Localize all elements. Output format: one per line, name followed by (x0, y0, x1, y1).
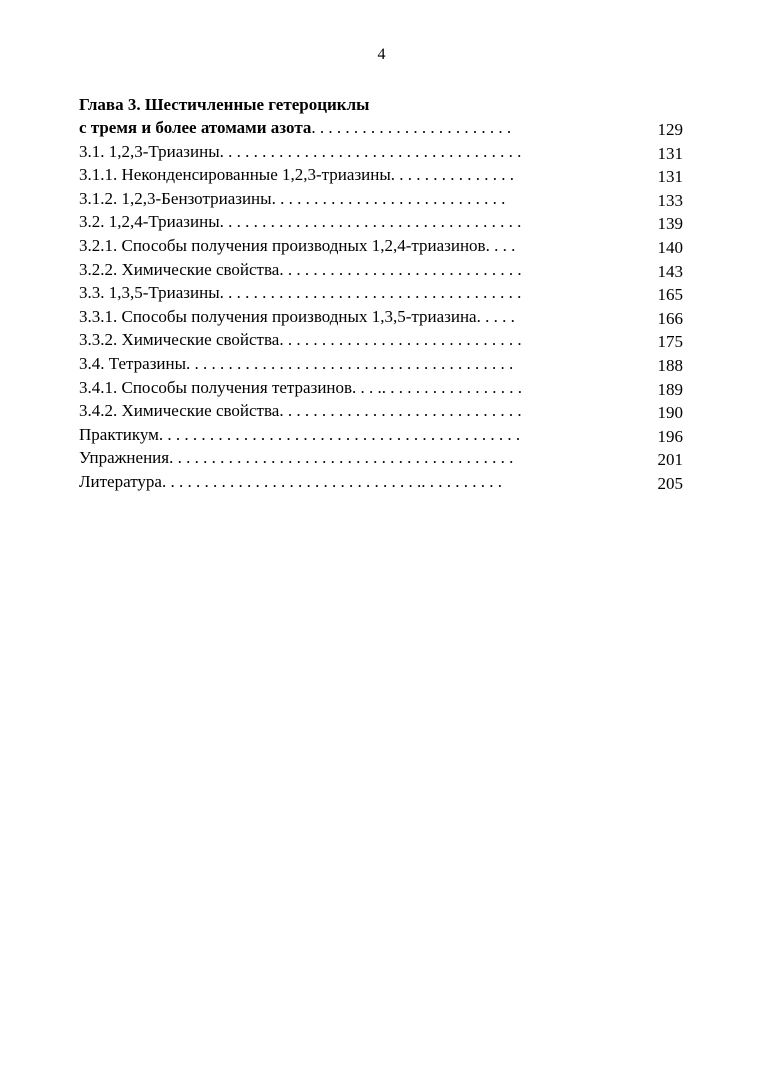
toc-row-chapter[interactable] (79, 116, 683, 140)
toc-entry-text: Упражнения. . . . . . . . . . . . . . . . . . . . . . . . . . . . . . . . . . . . . . . . . (79, 448, 514, 468)
toc-row[interactable] (79, 281, 683, 305)
chapter-heading-continuation: с тремя и более атомами азота (79, 118, 312, 137)
toc-row[interactable] (79, 352, 683, 376)
toc-entry-text: 3.4.1. Способы получения тетразинов. . . .. . . . . . . . . . . . . . . . . (79, 377, 523, 397)
toc-row[interactable] (79, 140, 683, 164)
toc-page-number: 140 (657, 237, 683, 257)
toc-entry-text: 3.4.2. Химические свойства. . . . . . . . . . . . . . . . . . . . . . . . . . . . . (79, 401, 522, 421)
toc-entry-text: Практикум. . . . . . . . . . . . . . . . . . . . . . . . . . . . . . . . . . . . . . . . . . . (79, 424, 521, 444)
toc-page-number: 196 (657, 426, 683, 446)
toc-row[interactable] (79, 446, 683, 470)
toc-page-number: 131 (657, 167, 683, 187)
toc-entry-text: 3.1.2. 1,2,3-Бензотриазины. . . . . . . . . . . . . . . . . . . . . . . . . . . . (79, 188, 506, 208)
toc-row[interactable] (79, 305, 683, 329)
toc-page-number: 190 (657, 403, 683, 423)
toc-page-number: 189 (657, 379, 683, 399)
toc-page-number: 129 (657, 120, 683, 139)
toc-page-number: 165 (657, 285, 683, 305)
toc-row[interactable] (79, 376, 683, 400)
toc-entry-text: 3.3. 1,3,5-Триазины. . . . . . . . . . . . . . . . . . . . . . . . . . . . . . . . . . . . (79, 283, 522, 303)
toc-row[interactable] (79, 470, 683, 494)
toc-row[interactable] (79, 163, 683, 187)
toc-page-number: 175 (657, 332, 683, 352)
chapter-heading: Глава 3. Шестичленные гетероциклы (79, 95, 370, 114)
toc-row[interactable] (79, 187, 683, 211)
toc-row[interactable] (79, 210, 683, 234)
toc-entry-text: 3.3.2. Химические свойства. . . . . . . . . . . . . . . . . . . . . . . . . . . . . (79, 330, 522, 350)
toc-page-number: 166 (657, 308, 683, 328)
toc-page-number: 131 (657, 143, 683, 163)
toc-row[interactable] (79, 423, 683, 447)
toc-page-number: 188 (657, 355, 683, 375)
leader-dots: . . . . . . . . . . . . . . . . . . . . . . . . (311, 118, 512, 137)
toc-entry-text: 3.4. Тетразины. . . . . . . . . . . . . . . . . . . . . . . . . . . . . . . . . . . . . . . (79, 353, 514, 373)
toc-entry-text: 3.2.2. Химические свойства. . . . . . . . . . . . . . . . . . . . . . . . . . . . . (79, 259, 522, 279)
toc-page-number: 205 (657, 473, 683, 493)
toc-page-number: 133 (657, 190, 683, 210)
toc-entry-text: 3.3.1. Способы получения производных 1,3,5-триазина. . . . . (79, 306, 515, 326)
toc-row[interactable] (79, 258, 683, 282)
table-of-contents (79, 93, 683, 494)
toc-entry-text: Литература. . . . . . . . . . . . . . . . . . . . . . . . . . . . . . .. . . . . . . . . . (79, 471, 502, 491)
toc-page-number: 201 (657, 450, 683, 470)
toc-entry-chapter (79, 116, 607, 140)
toc-row[interactable] (79, 234, 683, 258)
page-number: 4 (377, 46, 386, 63)
toc-page-number: 143 (657, 261, 683, 281)
toc-page-number: 139 (657, 214, 683, 234)
toc-entry-text: 3.1. 1,2,3-Триазины. . . . . . . . . . . . . . . . . . . . . . . . . . . . . . . . . . . . (79, 141, 522, 161)
toc-entry-text: 3.2.1. Способы получения производных 1,2,4-триазинов. . . . (79, 235, 516, 255)
toc-row[interactable] (79, 328, 683, 352)
toc-entry-text: 3.2. 1,2,4-Триазины. . . . . . . . . . . . . . . . . . . . . . . . . . . . . . . . . . . . (79, 212, 522, 232)
toc-row[interactable] (79, 399, 683, 423)
toc-entry-text: 3.1.1. Неконденсированные 1,2,3-триазины. . . . . . . . . . . . . . . (79, 165, 515, 185)
